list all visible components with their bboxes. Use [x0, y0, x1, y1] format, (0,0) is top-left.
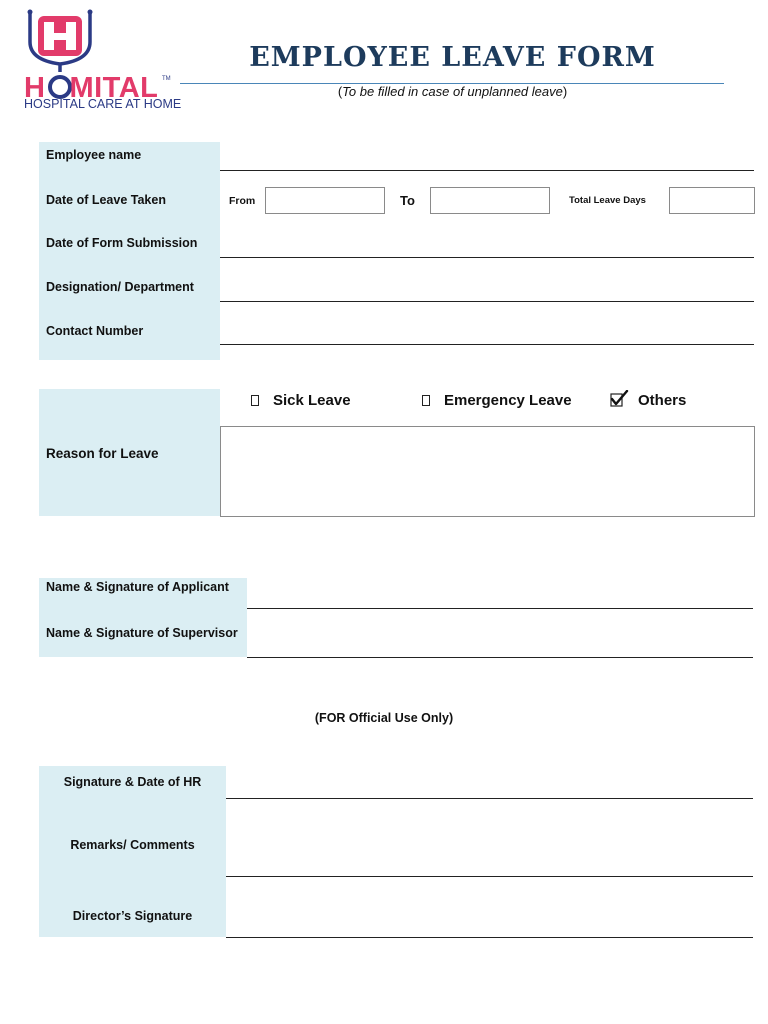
designation-field[interactable]: [220, 301, 754, 302]
to-label: To: [400, 193, 415, 208]
sick-leave-checkbox[interactable]: [251, 395, 259, 406]
form-title: EMPLOYEE LEAVE FORM: [249, 42, 656, 73]
from-label: From: [229, 195, 256, 207]
employee-name-field[interactable]: [220, 170, 754, 171]
total-leave-days-input[interactable]: [669, 187, 755, 214]
subtitle-text: To be filled in case of unplanned leave: [342, 84, 563, 99]
reason-for-leave-label: Reason for Leave: [46, 446, 159, 461]
subtitle-paren-close: ): [562, 84, 568, 99]
others-option-label: Others: [638, 392, 687, 409]
director-signature-label: Director’s Signature: [72, 909, 193, 923]
emergency-leave-checkbox[interactable]: [422, 395, 430, 406]
from-date-input[interactable]: [265, 187, 385, 214]
form-submission-label: Date of Form Submission: [46, 236, 198, 250]
applicant-signature-label: Name & Signature of Applicant: [46, 580, 229, 594]
logo-trademark: TM: [162, 76, 171, 82]
form-submission-field[interactable]: [220, 257, 754, 258]
subtitle-paren-open: (: [337, 84, 343, 99]
logo-brand-text: H MITAL: [24, 72, 159, 104]
remarks-field[interactable]: [226, 876, 753, 877]
logo-tagline: HOSPITAL CARE AT HOME: [24, 97, 182, 111]
total-leave-days-label: Total Leave Days: [569, 195, 646, 206]
official-use-heading: (FOR Official Use Only): [314, 711, 454, 725]
checkmark-icon: [610, 390, 632, 408]
supervisor-signature-field[interactable]: [247, 657, 753, 658]
director-signature-field[interactable]: [226, 937, 753, 938]
supervisor-signature-label: Name & Signature of Supervisor: [46, 626, 238, 640]
remarks-label: Remarks/ Comments: [70, 838, 195, 852]
hr-signature-label: Signature & Date of HR: [63, 775, 202, 789]
hr-signature-field[interactable]: [226, 798, 753, 799]
reason-text-area[interactable]: [220, 426, 755, 517]
contact-number-label: Contact Number: [46, 324, 144, 338]
form-subtitle: [180, 84, 725, 99]
employee-name-label: Employee name: [46, 148, 142, 162]
others-checkbox[interactable]: [610, 390, 632, 408]
designation-label: Designation/ Department: [46, 280, 194, 294]
contact-number-field[interactable]: [220, 344, 754, 345]
homital-logo: [22, 8, 182, 114]
sick-leave-option-label: Sick Leave: [273, 392, 351, 409]
emergency-leave-option-label: Emergency Leave: [444, 392, 572, 409]
to-date-input[interactable]: [430, 187, 550, 214]
applicant-signature-field[interactable]: [247, 608, 753, 609]
date-of-leave-label: Date of Leave Taken: [46, 193, 166, 207]
